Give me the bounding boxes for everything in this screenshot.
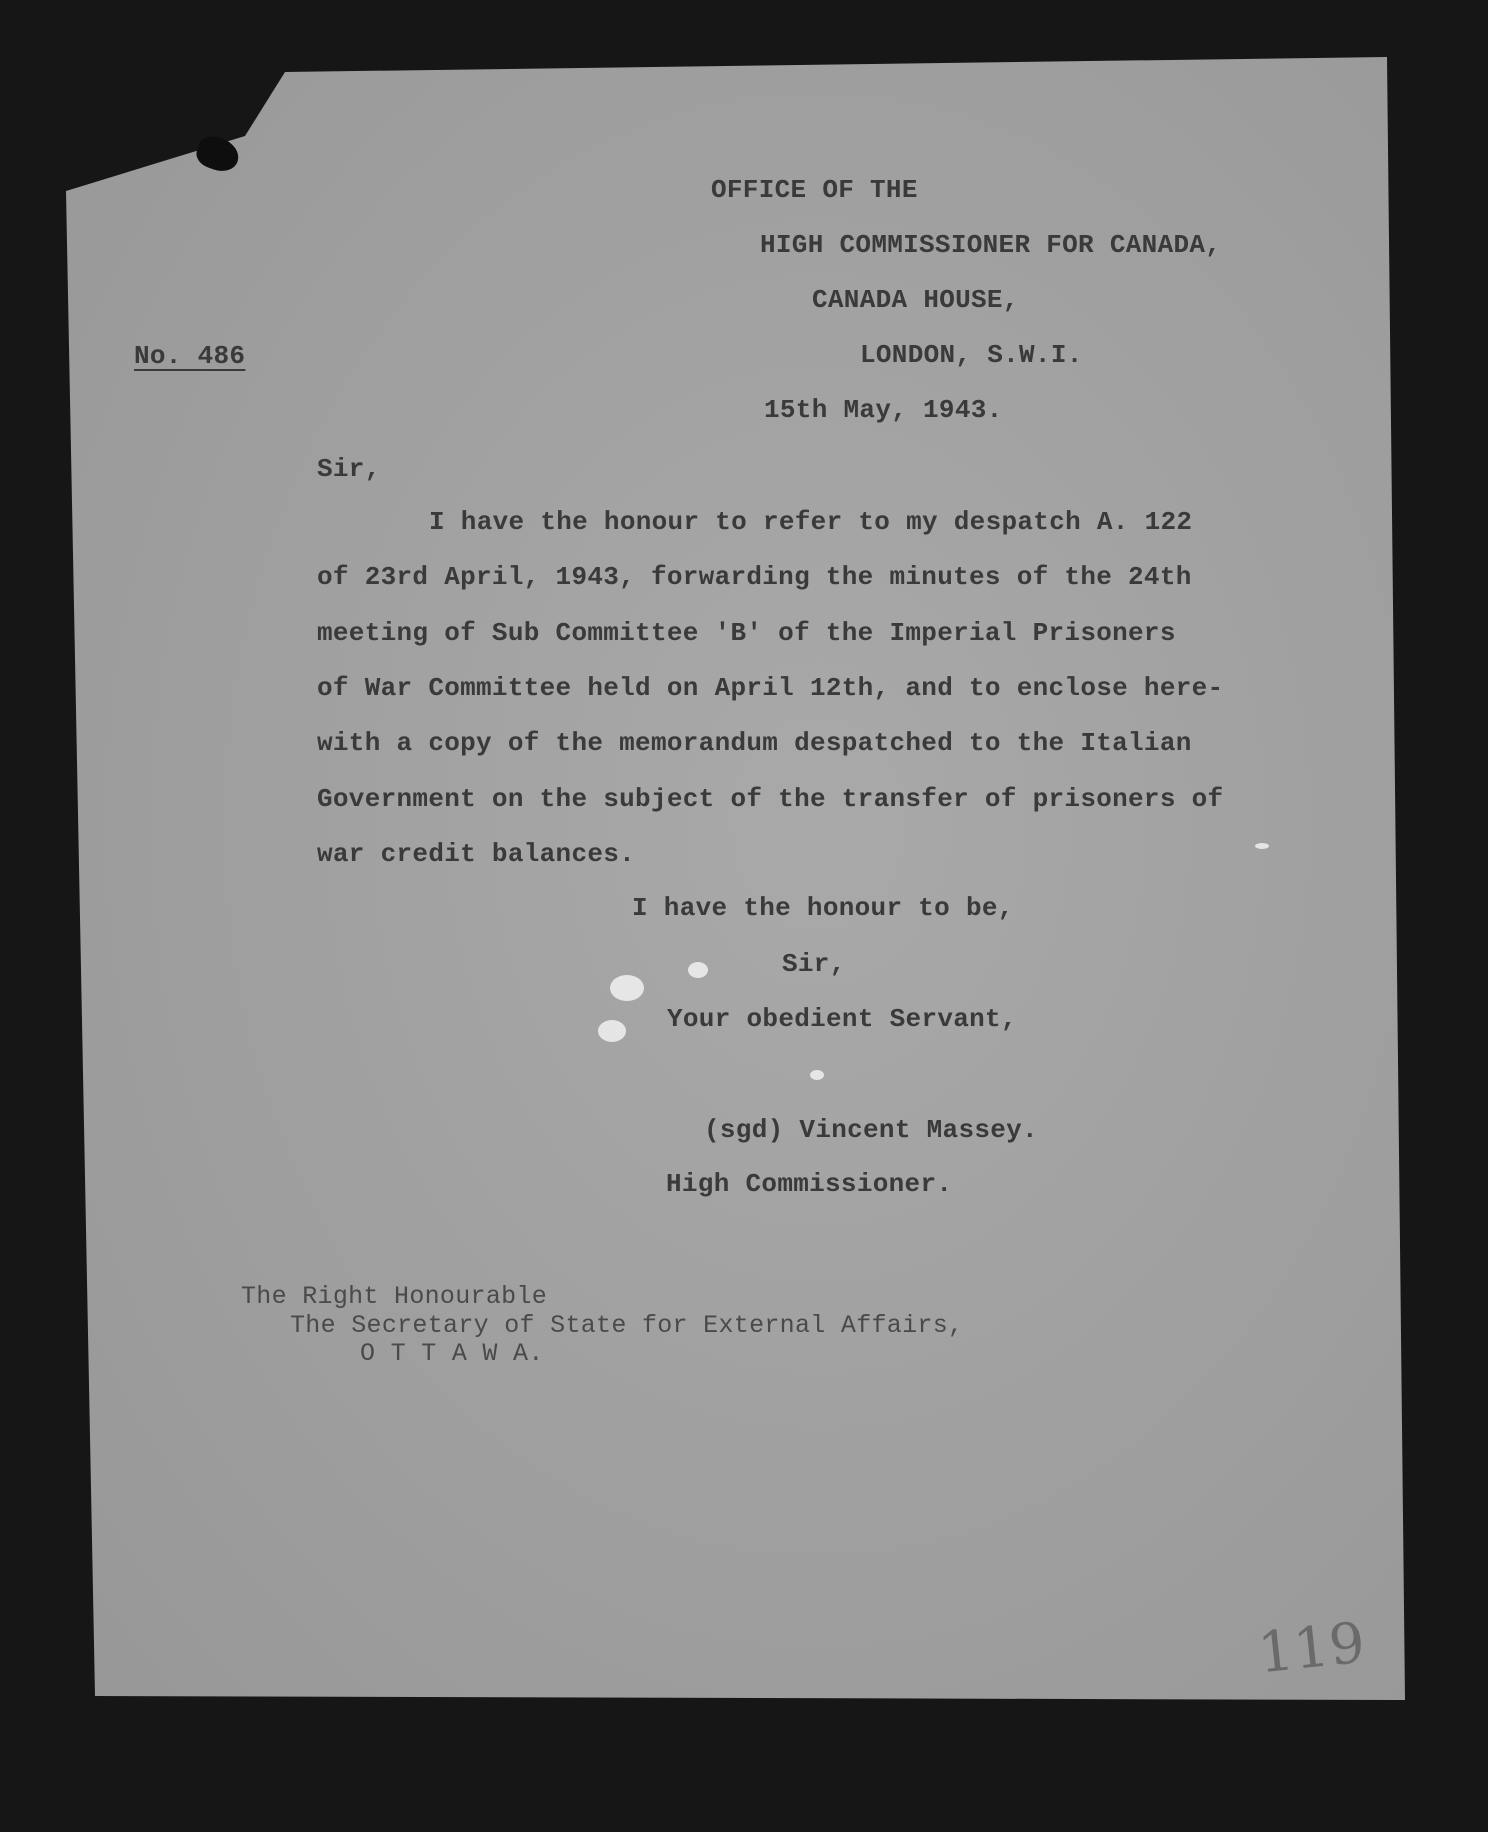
body-line: war credit balances. — [317, 839, 636, 869]
damage-speck — [688, 962, 708, 978]
signature-name: (sgd) Vincent Massey. — [704, 1115, 1038, 1145]
damage-speck — [1255, 843, 1269, 849]
letterhead-line-4: LONDON, S.W.I. — [860, 340, 1083, 370]
closing-line-2: Sir, — [782, 949, 846, 979]
reference-number: No. 486 — [134, 341, 246, 371]
salutation: Sir, — [317, 454, 381, 484]
letterhead-line-1: OFFICE OF THE — [711, 175, 918, 205]
body-line: Government on the subject of the transfer of prisoners of — [317, 784, 1224, 814]
body-line: with a copy of the memorandum despatched to the Italian — [317, 728, 1192, 758]
damage-speck — [810, 1070, 824, 1080]
body-line: I have the honour to refer to my despatch A. 122 — [429, 507, 1193, 537]
body-line: meeting of Sub Committee 'B' of the Imperial Prisoners — [317, 618, 1176, 648]
letterhead-line-3: CANADA HOUSE, — [812, 285, 1019, 315]
addressee-line-1: The Right Honourable — [241, 1282, 548, 1311]
body-line: of 23rd April, 1943, forwarding the minutes of the 24th — [317, 562, 1192, 592]
addressee-line-2: The Secretary of State for External Affairs, — [290, 1311, 964, 1340]
closing-line-1: I have the honour to be, — [632, 893, 1014, 923]
damage-speck — [610, 975, 644, 1001]
damage-speck — [598, 1020, 626, 1042]
closing-line-3: Your obedient Servant, — [667, 1004, 1017, 1034]
signature-title: High Commissioner. — [666, 1169, 953, 1199]
body-line: of War Committee held on April 12th, and to enclose here- — [317, 673, 1224, 703]
addressee-line-3: O T T A W A. — [360, 1339, 544, 1368]
handwritten-page-number: 119 — [1254, 1610, 1368, 1687]
letterhead-line-2: HIGH COMMISSIONER FOR CANADA, — [760, 230, 1222, 260]
letter-date: 15th May, 1943. — [764, 395, 1003, 425]
